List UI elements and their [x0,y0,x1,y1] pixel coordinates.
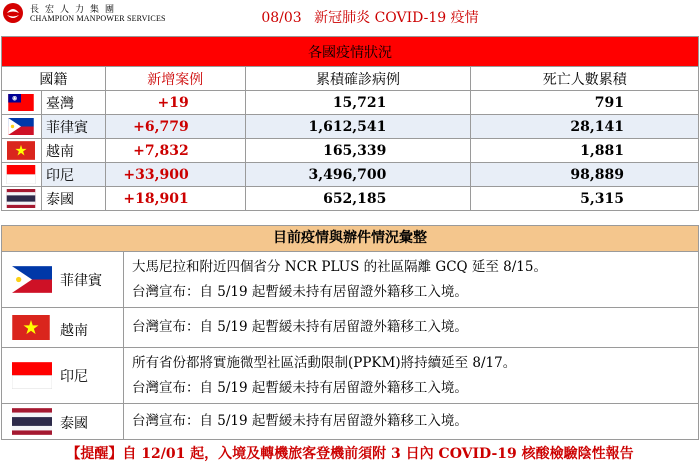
country-stats-table [1,36,699,211]
summary-line: 台灣宣布：自 5/19 起暫緩未持有居留證外籍移工入境。 [132,413,468,429]
summary-row-philippines [1,252,699,308]
col-header-deaths: 死亡人數累積 [471,67,699,91]
report-date: 08/03 [261,10,302,26]
thailand-flag-icon [4,189,38,208]
new-cases: +7,832 [105,139,245,163]
summary-line: 大馬尼拉和附近四個省分 NCR PLUS 的社區隔離 GCQ 延至 8/15。 [132,259,547,275]
table-row-taiwan [2,91,699,115]
summary-country-name: 越南 [60,323,88,339]
table-header-row [2,67,699,91]
table-row-thailand [2,187,699,211]
col-header-country: 國籍 [2,67,106,91]
deaths: 28,141 [471,115,699,139]
country-name: 印尼 [41,163,105,187]
page-title [0,7,700,27]
deaths: 1,881 [471,139,699,163]
deaths: 5,315 [471,187,699,211]
new-cases: +6,779 [105,115,245,139]
footer-notice: 【提醒】自 12/01 起，入境及轉機旅客登機前須附 3 日內 COVID-19 核酸檢驗陰性報告 [66,446,634,462]
philippines-flag-icon [6,118,36,135]
summary-country-name: 菲律賓 [60,273,102,289]
table-row-indonesia [2,163,699,187]
total-cases: 165,339 [245,139,471,163]
summary-line: 台灣宣布：自 5/19 起暫緩未持有居留證外籍移工入境。 [132,284,468,300]
total-cases: 1,612,541 [245,115,471,139]
col-header-new-cases: 新增案例 [105,67,245,91]
summary-line: 台灣宣布：自 5/19 起暫緩未持有居留證外籍移工入境。 [132,380,468,396]
indonesia-flag-icon [12,362,52,389]
country-name: 臺灣 [41,91,105,115]
col-header-total-cases: 累積確診病例 [245,67,471,91]
total-cases: 15,721 [245,91,471,115]
indonesia-flag-icon [5,165,37,184]
country-name: 菲律賓 [41,115,105,139]
philippines-flag-icon [12,266,52,293]
taiwan-flag-icon [8,94,34,111]
stats-section-title: 各國疫情狀況 [2,37,699,67]
new-cases: +18,901 [105,187,245,211]
vietnam-flag-icon [7,141,35,160]
summary-country-name: 印尼 [60,369,88,385]
summary-row-vietnam [1,308,699,348]
company-name-cn: 長宏人力集團 [30,5,121,15]
summary-country-name: 泰國 [60,416,88,432]
report-title: 新冠肺炎 COVID-19 疫情 [314,10,479,26]
total-cases: 652,185 [245,187,471,211]
country-name: 泰國 [41,187,105,211]
new-cases: +19 [105,91,245,115]
country-name: 越南 [41,139,105,163]
table-row-philippines [2,115,699,139]
page-header [0,0,700,36]
table-row-vietnam [2,139,699,163]
summary-line: 台灣宣布：自 5/19 起暫緩未持有居留證外籍移工入境。 [132,319,468,335]
new-cases: +33,900 [105,163,245,187]
deaths: 98,889 [471,163,699,187]
deaths: 791 [471,91,699,115]
vietnam-flag-icon [12,315,50,340]
summary-section-title: 目前疫情與辦件情況彙整 [1,225,699,252]
summary-row-indonesia [1,348,699,404]
thailand-flag-icon [12,408,52,435]
summary-line: 所有省份都將實施微型社區活動限制(PPKM)將持續延至 8/17。 [132,355,517,371]
company-name-en: CHAMPION MANPOWER SERVICES [30,14,166,23]
total-cases: 3,496,700 [245,163,471,187]
summary-row-thailand [1,404,699,440]
